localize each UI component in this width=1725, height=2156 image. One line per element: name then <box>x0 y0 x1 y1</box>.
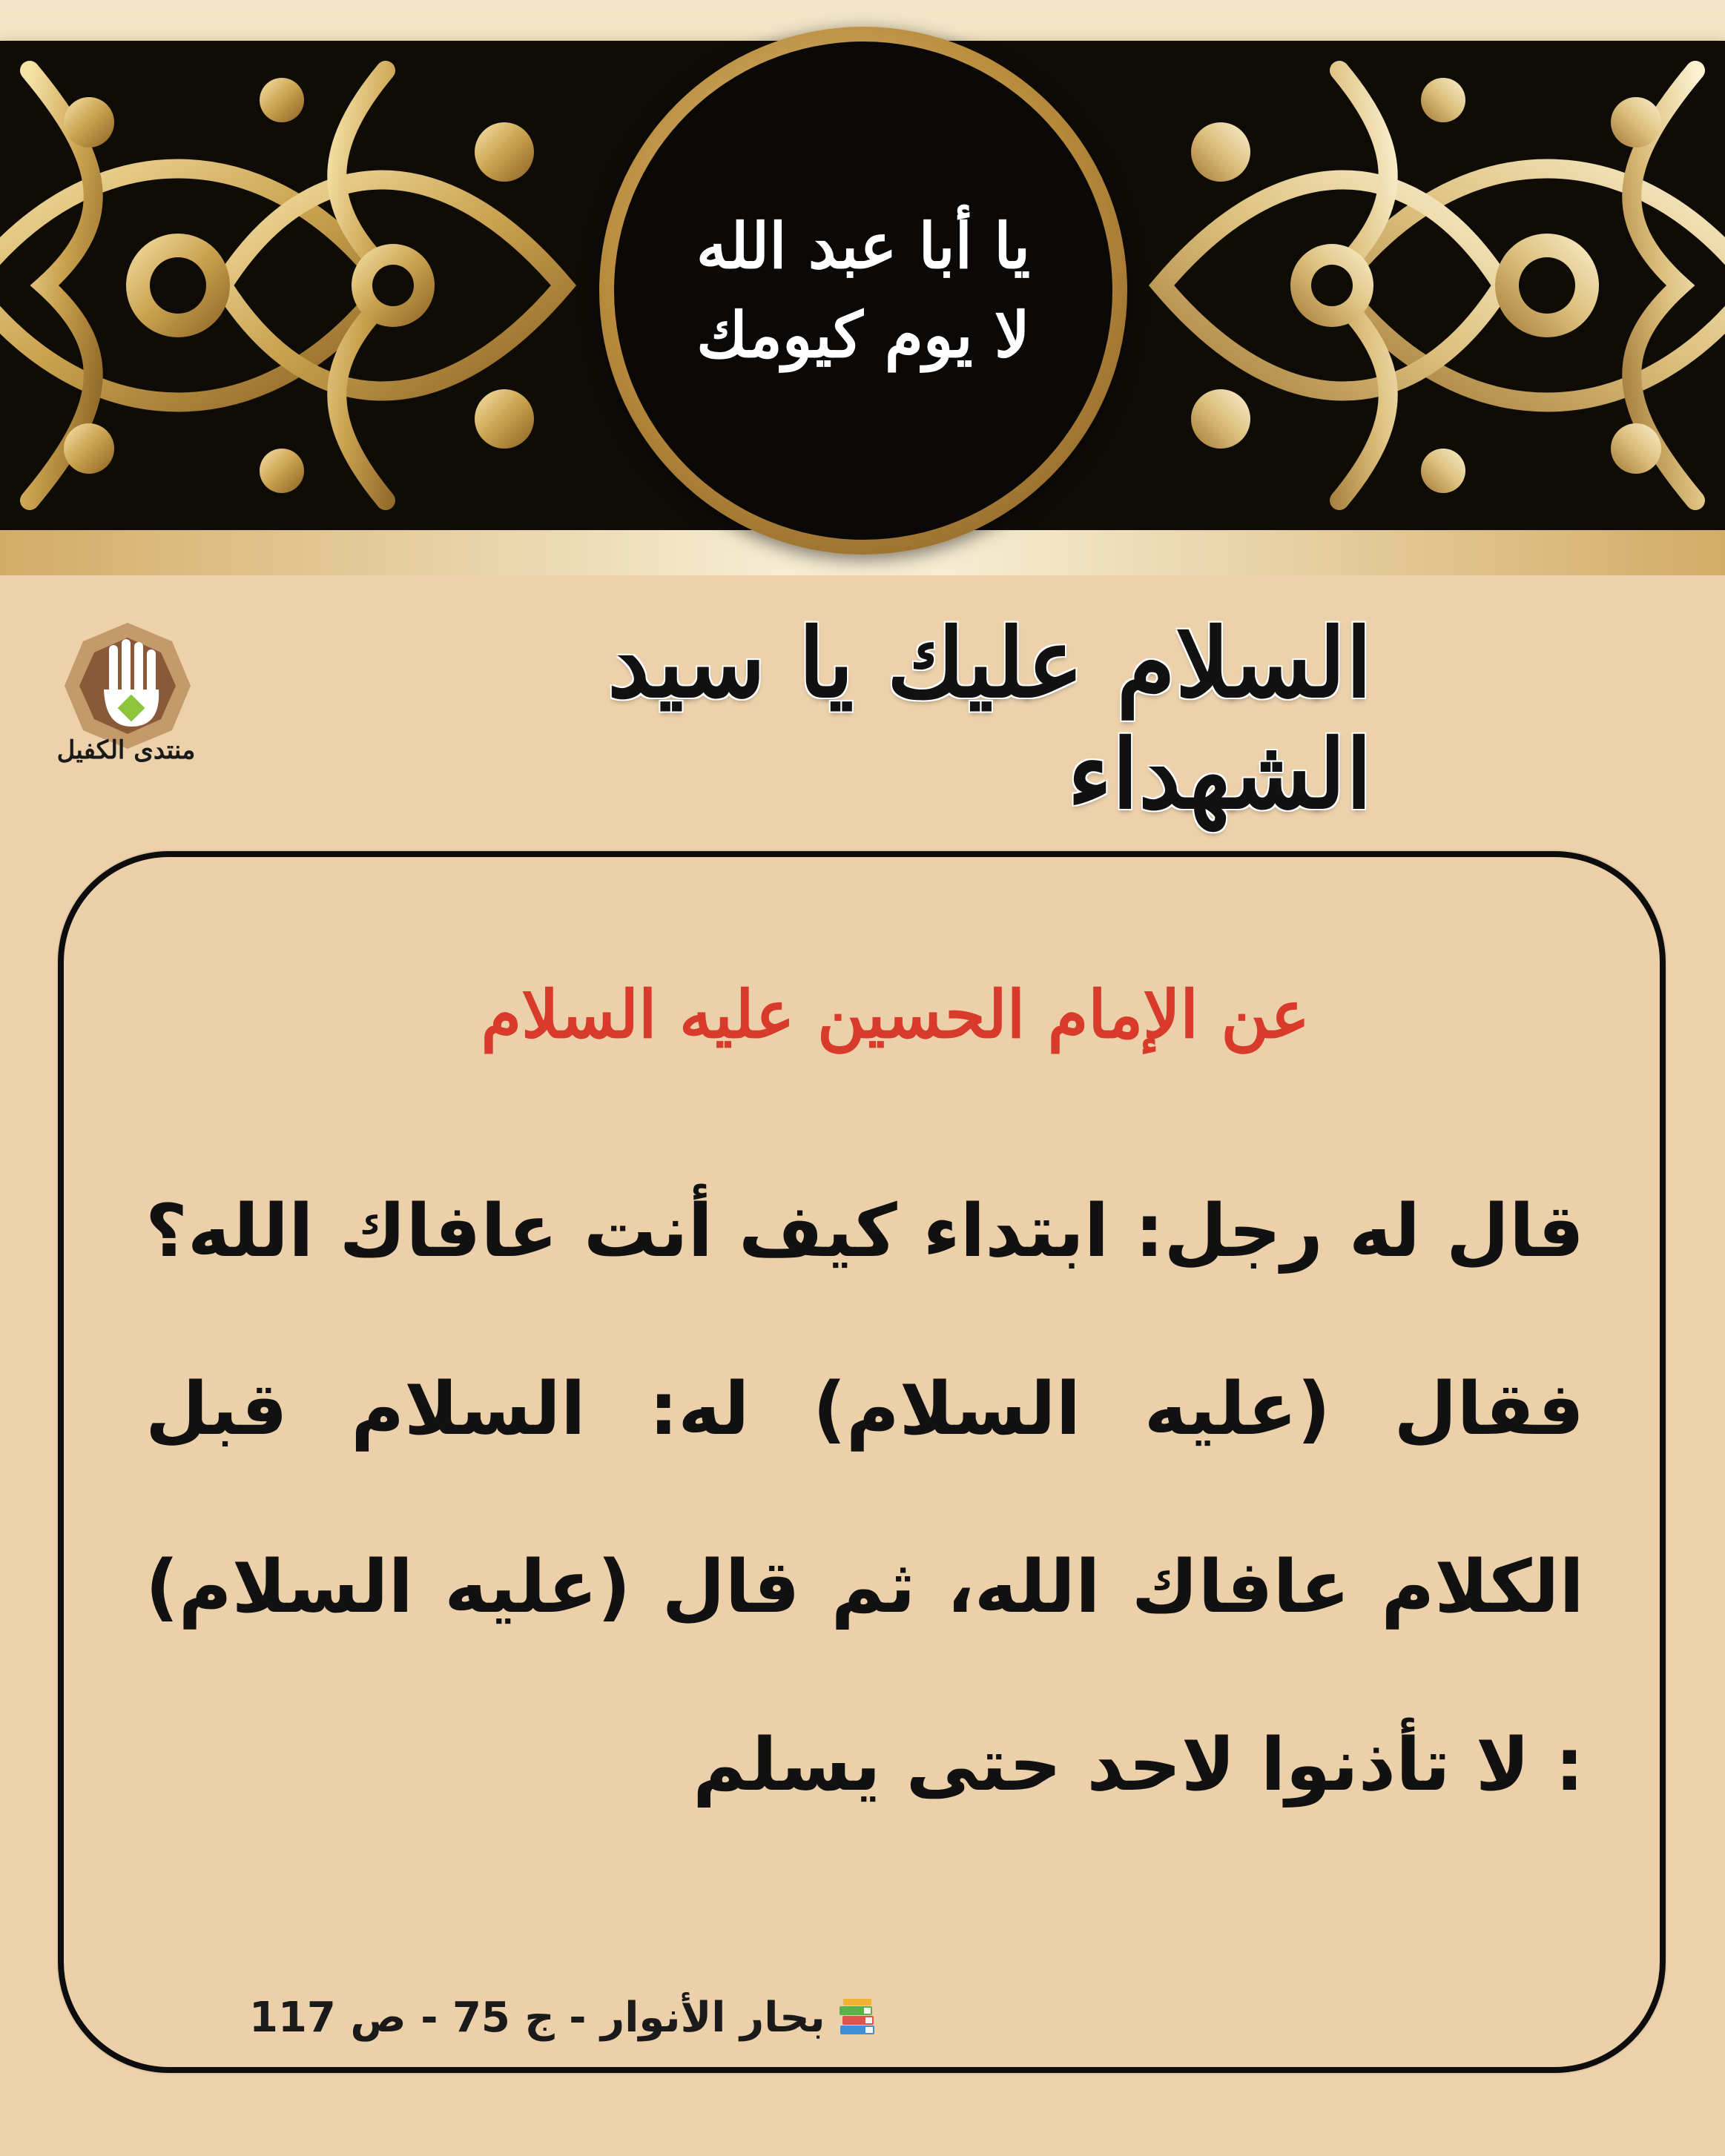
source-text: بحار الأنوار - ج 75 - ص 117 <box>249 1993 825 2042</box>
hadith-text: قال له رجل: ابتداء كيف أنت عافاك الله؟ فقال (عليه السلام) له: السلام قبل الكلام عافاك الله، ثم قال (عليه السلام) : لا تأذنوا لاحد حتى يسلم <box>145 1189 1584 1808</box>
hand-logo-icon <box>39 608 217 756</box>
salutation-calligraphy: السلام عليك يا سيد الشهداء <box>607 608 1372 830</box>
calligraphy-medallion <box>599 27 1127 555</box>
books-icon <box>836 1996 879 2039</box>
logo-caption: منتدى الكفيل <box>56 735 196 765</box>
card-heading: عن الإمام الحسين عليه السلام <box>481 976 1310 1053</box>
medallion-calligraphy: يا أبا عبد الله لا يوم كيومك <box>696 209 1031 371</box>
banner <box>0 0 1725 575</box>
medallion-inner <box>614 42 1112 540</box>
hadith-card <box>58 851 1666 2073</box>
source-citation <box>249 1984 917 2051</box>
